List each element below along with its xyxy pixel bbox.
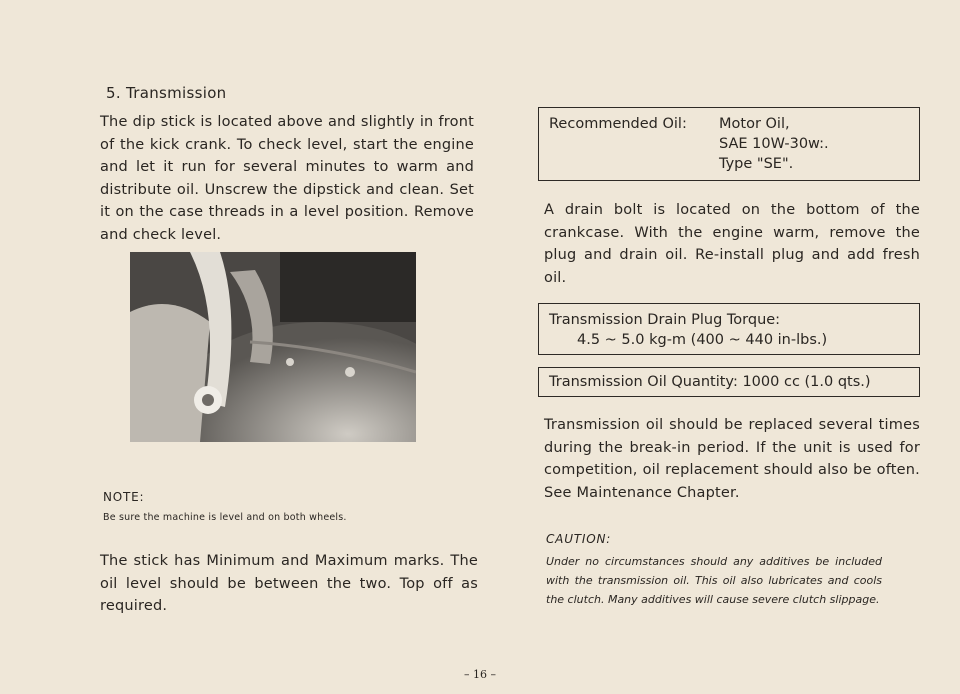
torque-box <box>538 303 920 355</box>
torque-value: 4.5 ~ 5.0 kg-m (400 ~ 440 in-lbs.) <box>577 332 828 348</box>
oil-grade-line: Type "SE". <box>719 156 794 172</box>
page-number: – 16 – <box>464 668 496 681</box>
note-label: NOTE: <box>103 490 145 504</box>
replacement-paragraph: Transmission oil should be replaced several times during the break-in period. If the unit is used for competition, oil replacement should also be often. See Maintenance Chapter. <box>544 417 920 501</box>
caution-label: CAUTION: <box>546 532 612 546</box>
note-text: Be sure the machine is level and on both wheels. <box>103 512 347 523</box>
marks-paragraph: The stick has Minimum and Maximum marks. The oil level should be between the two. Top off as required. <box>100 553 478 614</box>
recommended-oil-label: Recommended Oil: <box>549 116 687 132</box>
oil-quantity-text: Transmission Oil Quantity: 1000 cc (1.0 qts.) <box>549 374 871 390</box>
recommended-oil-box <box>538 107 920 181</box>
oil-viscosity-line: SAE 10W-30w:. <box>719 136 829 152</box>
torque-label: Transmission Drain Plug Torque: <box>549 312 781 328</box>
dipstick-photo <box>130 252 416 442</box>
dipstick-paragraph: The dip stick is located above and slightly in front of the kick crank. To check level, start the engine and let it run for several minutes to warm and distribute oil. Unscrew the dipstick and clean. Set it on the case threads in a level position. Remove and check level. <box>100 114 474 243</box>
drain-bolt-paragraph: A drain bolt is located on the bottom of the crankcase. With the engine warm, remove the plug and drain oil. Re-install plug and add fresh oil. <box>544 202 920 286</box>
section-heading: 5. Transmission <box>106 84 227 102</box>
photo-illustration <box>130 252 416 442</box>
caution-text: Under no circumstances should any additives be included with the transmission oil. This oil also lubricates and cools the clutch. Many additives will cause severe clutch slippage. <box>546 555 882 606</box>
oil-type-line: Motor Oil, <box>719 116 790 132</box>
oil-quantity-box <box>538 367 920 397</box>
